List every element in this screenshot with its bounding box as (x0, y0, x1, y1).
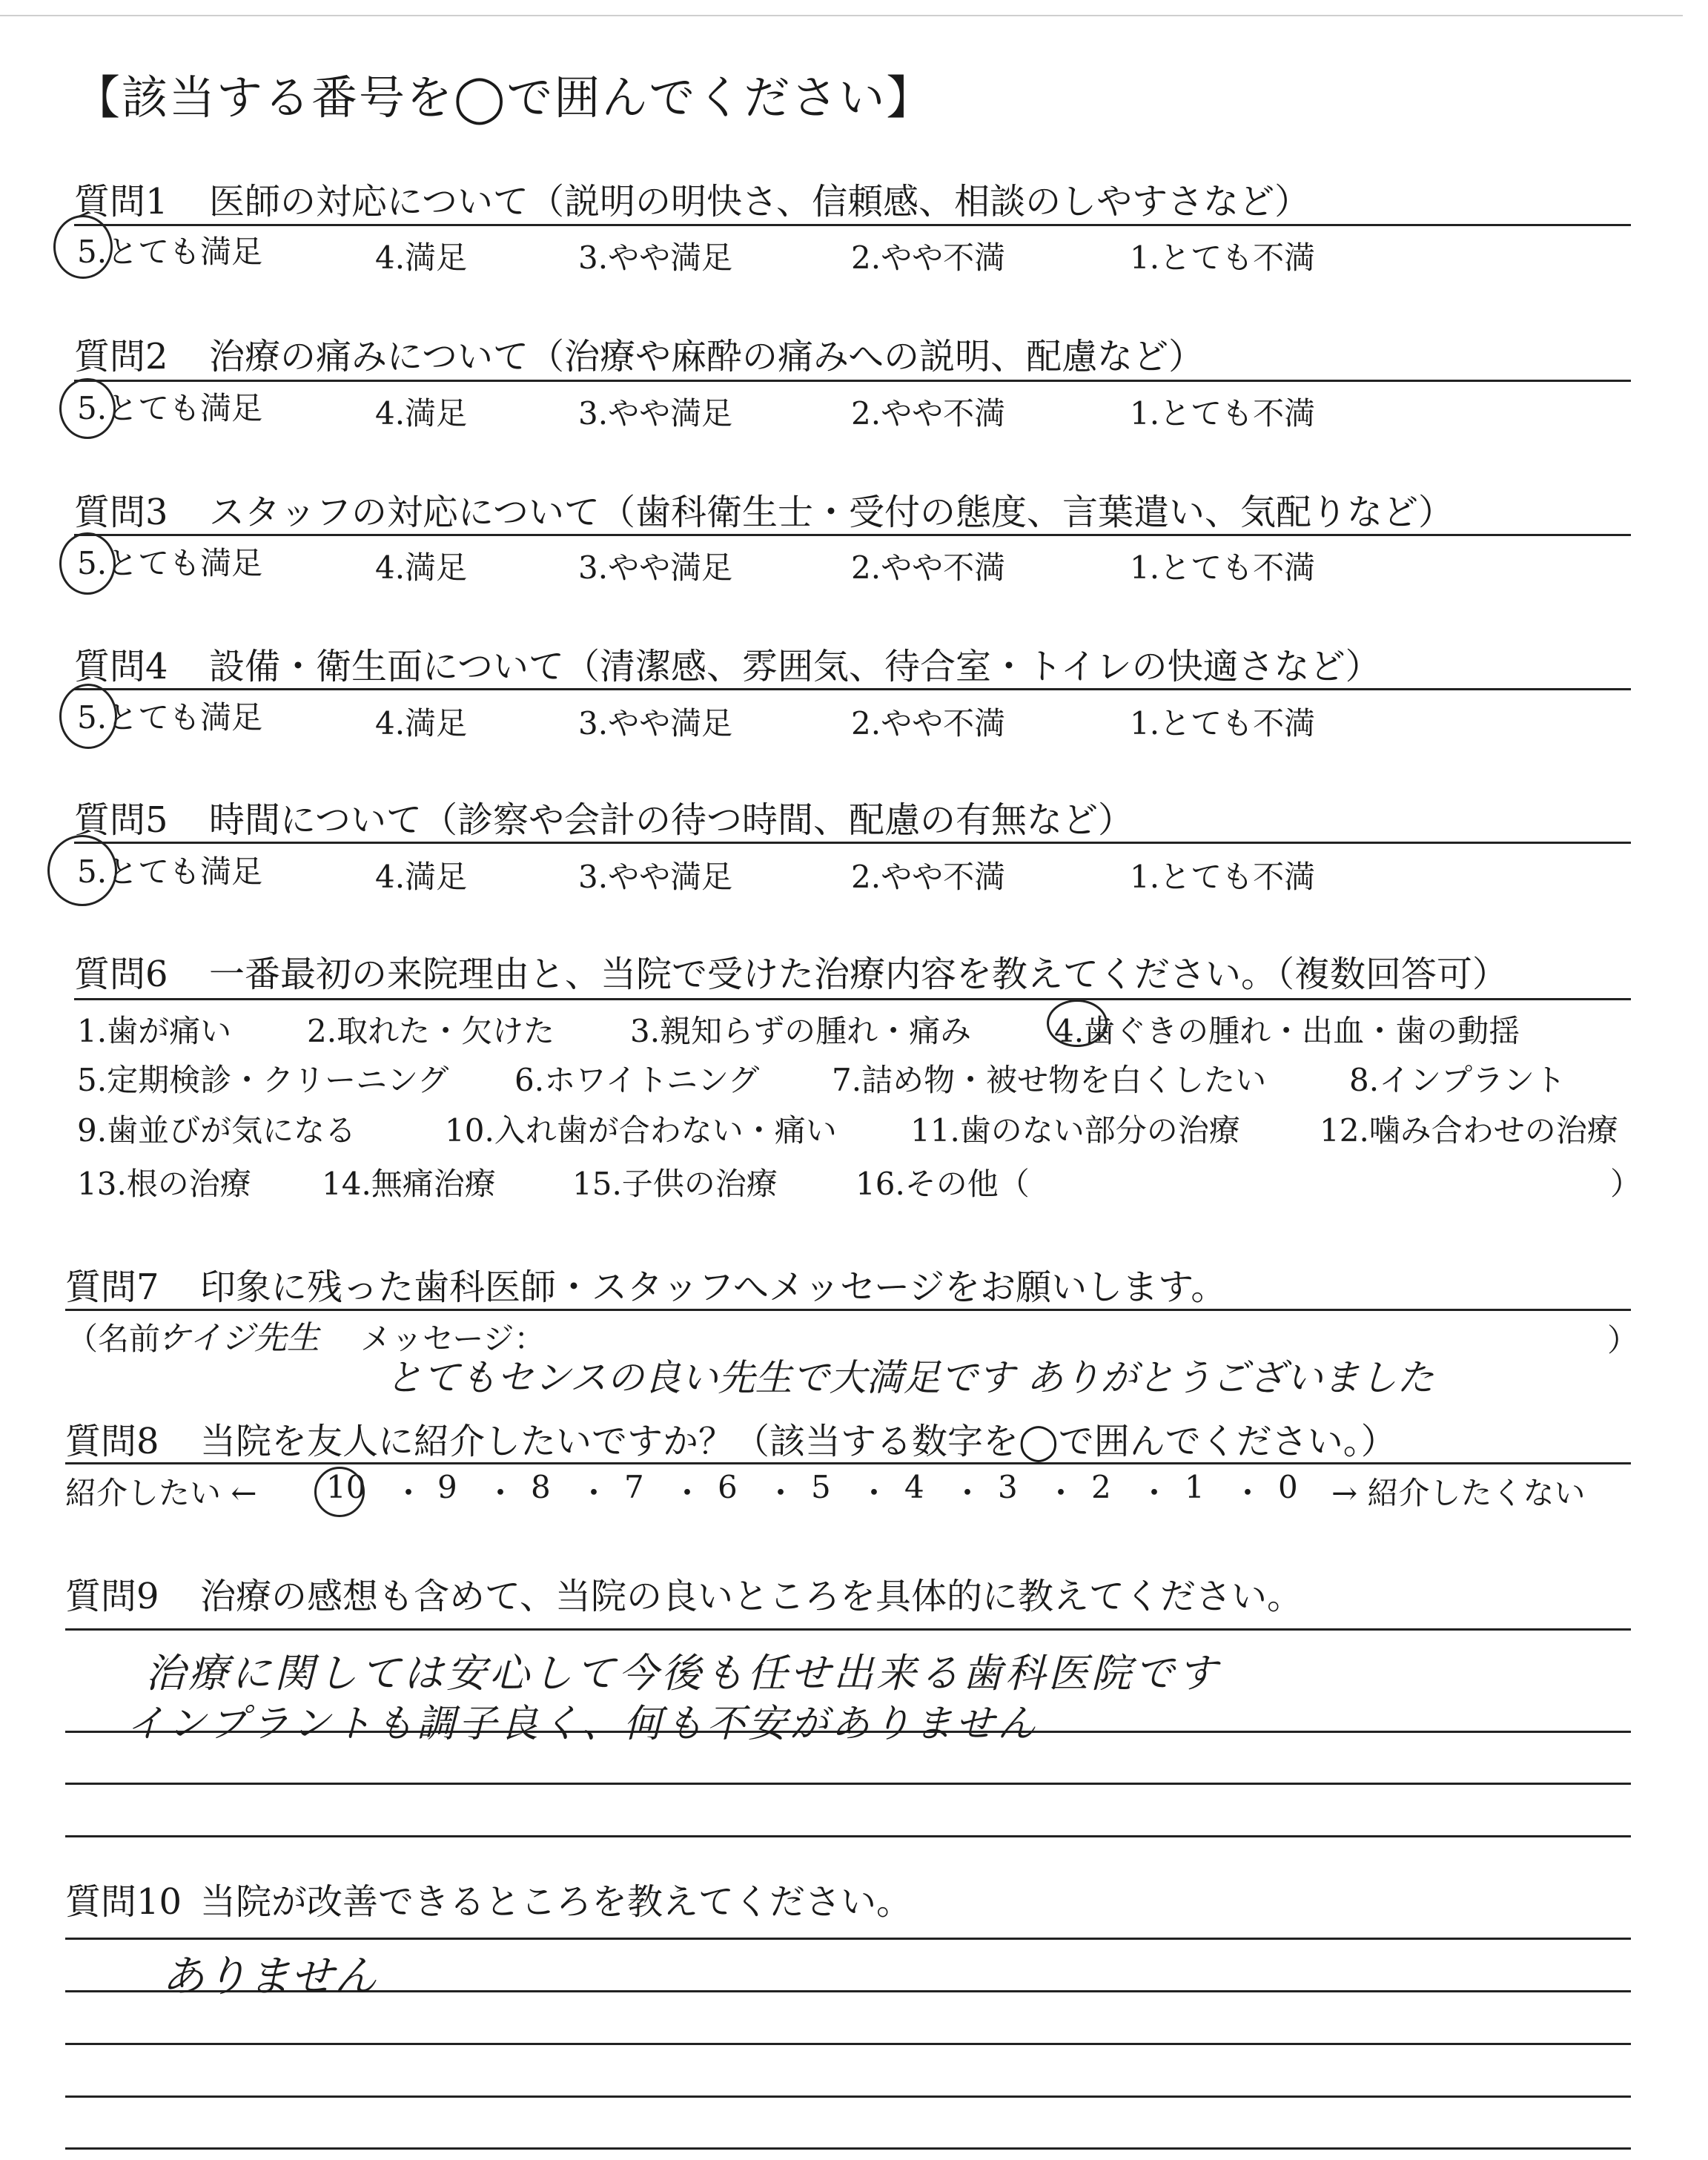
q5-option-1[interactable]: 1.とても不満 (1130, 859, 1316, 895)
q1-option-5[interactable]: 5.とても満足 (77, 234, 263, 270)
reason-option-7[interactable]: 7.詰め物・被せ物を白くしたい (832, 1062, 1267, 1098)
question-number: 質問1 (74, 181, 168, 222)
question-1 (74, 173, 1310, 224)
answer-line (65, 2043, 1631, 2045)
reason-option-9[interactable]: 9.歯並びが気になる (77, 1112, 357, 1149)
q2-option-5[interactable]: 5.とても満足 (77, 390, 263, 426)
q2-option-3[interactable]: 3.やや満足 (578, 395, 733, 432)
scale-value-2[interactable]: 2 (1091, 1469, 1111, 1505)
question-text: 印象に残った歯科医師・スタッフへメッセージをお願いします。 (200, 1266, 1227, 1308)
name-label: （名前： (67, 1321, 192, 1357)
q4-option-4[interactable]: 4.満足 (375, 705, 468, 742)
question-4 (74, 638, 1381, 689)
scan-edge-line (0, 15, 1683, 16)
answer-line (65, 1628, 1631, 1631)
instruction-heading: 【該当する番号を◯で囲んでください】 (74, 70, 934, 125)
q3-option-3[interactable]: 3.やや満足 (578, 549, 733, 586)
question-number: 質問7 (65, 1266, 159, 1308)
question-number: 質問4 (74, 646, 168, 687)
scale-dot: ・ (952, 1475, 984, 1511)
answer-line (65, 1835, 1631, 1837)
reason-option-13[interactable]: 13.根の治療 (77, 1166, 251, 1202)
question-text: 設備・衛生面について（清潔感、雰囲気、待合室・トイレの快適さなど） (209, 646, 1381, 687)
selection-circle (1047, 1000, 1108, 1047)
divider (65, 1462, 1631, 1464)
selection-circle (59, 684, 117, 749)
q3-option-2[interactable]: 2.やや不満 (851, 549, 1006, 586)
scale-dot: ・ (1232, 1475, 1264, 1511)
scale-value-4[interactable]: 4 (904, 1469, 924, 1505)
q3-option-1[interactable]: 1.とても不満 (1130, 549, 1316, 586)
scale-value-7[interactable]: 7 (624, 1469, 644, 1505)
scale-dot: ・ (672, 1475, 704, 1511)
scale-dot: ・ (765, 1475, 797, 1511)
question-9 (65, 1568, 1302, 1619)
q3-option-5[interactable]: 5.とても満足 (77, 545, 263, 581)
scale-dot: ・ (578, 1475, 610, 1511)
q1-option-1[interactable]: 1.とても不満 (1130, 240, 1316, 276)
answer-line (65, 2147, 1631, 2150)
q3-option-4[interactable]: 4.満足 (375, 549, 468, 586)
question-number: 質問2 (74, 336, 168, 377)
divider (74, 998, 1631, 1000)
q4-option-5[interactable]: 5.とても満足 (77, 699, 263, 736)
reason-option-1[interactable]: 1.歯が痛い (77, 1013, 232, 1049)
scale-dot: ・ (485, 1475, 517, 1511)
reason-row-1 (77, 1007, 1634, 1048)
question-number: 質問5 (74, 799, 168, 841)
q2-option-2[interactable]: 2.やや不満 (851, 395, 1006, 432)
scale-value-1[interactable]: 1 (1185, 1469, 1205, 1505)
scale-dot: ・ (393, 1475, 425, 1511)
q5-option-5[interactable]: 5.とても満足 (77, 853, 263, 890)
reason-row-4 (77, 1160, 1642, 1202)
scale-dot: ・ (858, 1475, 890, 1511)
question-number: 質問6 (74, 954, 168, 995)
question-text: 当院が改善できるところを教えてください。 (200, 1881, 913, 1923)
answer-handwritten-line-2[interactable]: インプラントも調子良く、何も不安がありません (126, 1702, 1039, 1746)
scale-value-8[interactable]: 8 (531, 1469, 551, 1505)
q1-option-3[interactable]: 3.やや満足 (578, 240, 733, 276)
reason-option-15[interactable]: 15.子供の治療 (572, 1166, 778, 1202)
staff-name-handwritten[interactable]: ケイジ先生 (159, 1319, 320, 1357)
answer-line (65, 1783, 1631, 1785)
selection-circle (314, 1467, 365, 1517)
message-handwritten[interactable]: とてもセンスの良い先生で大満足です ありがとうございました (385, 1356, 1434, 1399)
question-text: 時間について（診察や会計の待つ時間、配慮の有無など） (209, 799, 1134, 841)
reason-option-12[interactable]: 12.噛み合わせの治療 (1320, 1112, 1618, 1149)
question-number: 質問3 (74, 492, 168, 533)
reason-option-4[interactable]: 4.歯ぐきの腫れ・出血・歯の動揺 (1054, 1013, 1520, 1049)
question-number: 質問9 (65, 1576, 159, 1617)
answer-handwritten-line-1[interactable]: 治療に関しては安心して今後も任せ出来る歯科医院です (145, 1650, 1220, 1697)
question-text: 治療の感想も含めて、当院の良いところを具体的に教えてください。 (200, 1576, 1303, 1617)
question-text: スタッフの対応について（歯科衛生士・受付の態度、言葉遣い、気配りなど） (209, 492, 1454, 533)
scale-dot: ・ (1045, 1475, 1077, 1511)
q2-option-1[interactable]: 1.とても不満 (1130, 395, 1316, 432)
question-2 (74, 328, 1204, 379)
scale-dot: ・ (1139, 1475, 1171, 1511)
scale-left-label: 紹介したい ← (65, 1475, 257, 1511)
question-number: 質問10 (65, 1881, 182, 1923)
improvement-handwritten[interactable]: ありません (162, 1951, 377, 2001)
scale-right-label: → 紹介したくない (1331, 1475, 1586, 1511)
reason-option-10[interactable]: 10.入れ歯が合わない・痛い (445, 1112, 837, 1149)
question-10 (65, 1873, 912, 1924)
divider (74, 534, 1631, 536)
reason-option-14[interactable]: 14.無痛治療 (322, 1166, 496, 1202)
scale-value-0[interactable]: 0 (1278, 1469, 1298, 1505)
scale-value-9[interactable]: 9 (437, 1469, 457, 1505)
scale-value-10[interactable]: 10 (326, 1469, 366, 1505)
question-text: 当院を友人に紹介したいですか？（該当する数字を◯で囲んでください。） (200, 1421, 1397, 1462)
answer-line (65, 1938, 1631, 1940)
q2-option-4[interactable]: 4.満足 (375, 395, 468, 432)
q4-option-3[interactable]: 3.やや満足 (578, 705, 733, 742)
recommend-scale (65, 1469, 1637, 1513)
divider (74, 224, 1631, 226)
scale-value-5[interactable]: 5 (811, 1469, 831, 1505)
other-close-paren: ） (1610, 1166, 1642, 1202)
scale-value-3[interactable]: 3 (998, 1469, 1018, 1505)
reason-option-8[interactable]: 8.インプラント (1349, 1062, 1566, 1098)
question-text: 一番最初の来院理由と、当院で受けた治療内容を教えてください。（複数回答可） (209, 954, 1509, 995)
question-8 (65, 1413, 1397, 1464)
message-close-paren: ） (1607, 1322, 1639, 1358)
q5-option-4[interactable]: 4.満足 (375, 859, 468, 895)
selection-circle (53, 215, 113, 279)
q5-option-2[interactable]: 2.やや不満 (851, 859, 1006, 895)
reason-row-3 (77, 1106, 1634, 1148)
q5-option-3[interactable]: 3.やや満足 (578, 859, 733, 895)
question-text: 医師の対応について（説明の明快さ、信頼感、相談のしやすさなど） (209, 181, 1311, 222)
reason-option-6[interactable]: 6.ホワイトニング (514, 1062, 760, 1098)
q1-option-4[interactable]: 4.満足 (375, 240, 468, 276)
q4-option-2[interactable]: 2.やや不満 (851, 705, 1006, 742)
divider (74, 380, 1631, 382)
question-7 (65, 1258, 1226, 1309)
selection-circle (59, 532, 116, 595)
reason-option-3[interactable]: 3.親知らずの腫れ・痛み (630, 1013, 972, 1049)
answer-line (65, 2095, 1631, 2098)
question-3 (74, 483, 1454, 535)
selection-circle (47, 835, 117, 906)
reason-option-11[interactable]: 11.歯のない部分の治療 (910, 1112, 1240, 1149)
divider (74, 842, 1631, 844)
question-text: 治療の痛みについて（治療や麻酔の痛みへの説明、配慮など） (209, 336, 1205, 377)
question-6 (74, 945, 1508, 997)
q4-option-1[interactable]: 1.とても不満 (1130, 705, 1316, 742)
question-number: 質問8 (65, 1421, 159, 1462)
message-label: メッセージ： (360, 1321, 546, 1357)
q1-option-2[interactable]: 2.やや不満 (851, 240, 1006, 276)
scale-value-6[interactable]: 6 (718, 1469, 738, 1505)
selection-circle (59, 378, 116, 439)
question-5 (74, 791, 1133, 842)
reason-option-5[interactable]: 5.定期検診・クリーニング (77, 1062, 449, 1098)
reason-option-2[interactable]: 2.取れた・欠けた (307, 1013, 555, 1049)
divider (74, 688, 1631, 690)
reason-row-2 (77, 1056, 1634, 1097)
reason-option-16[interactable]: 16.その他（ (855, 1166, 1030, 1202)
